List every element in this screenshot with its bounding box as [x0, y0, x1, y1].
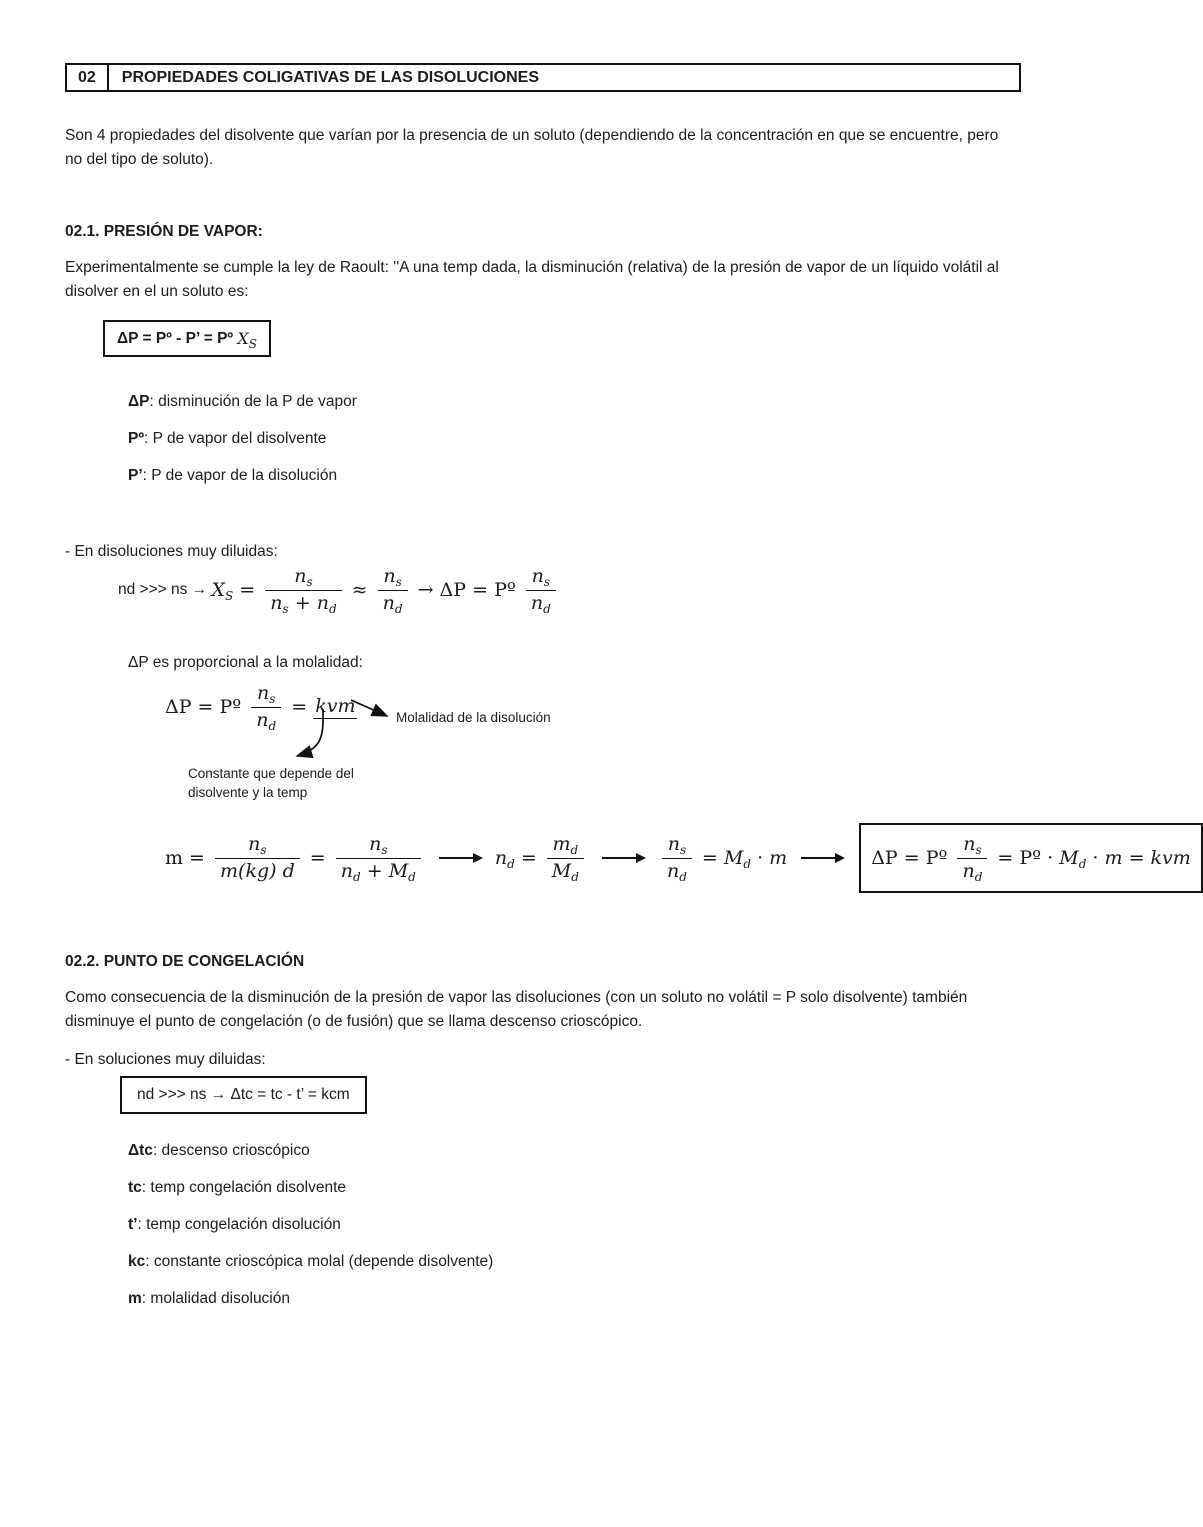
raoult-paragraph: Experimentalmente se cumple la ley de Raoult: ''A una temp dada, la disminución (relativa) de la presión de vapor de un líquido volátil al disolver en el un soluto es:: [65, 259, 999, 300]
definition-term: Δtc: [128, 1142, 153, 1159]
intro-paragraph: Son 4 propiedades del disolvente que varían por la presencia de un soluto (dependiendo de la concentración en que se encuentre, pero no del tipo de soluto).: [65, 127, 999, 168]
definition-line: [128, 1142, 310, 1160]
definition-desc: : P de vapor del disolvente: [144, 430, 327, 447]
chain-formula-body: m = $\frac{n_s}{m(kg) d}$ = $n_s$ $n_d$ + $M_d$ $n_d$ = $\frac{m_d}{M_d}$ $\frac{n_s}{n_d}$ = $M_d$ · m: [165, 833, 857, 883]
vapor-pressure-formula-box: [103, 320, 271, 357]
definition-desc: : disminución de la P de vapor: [149, 393, 357, 410]
definition-line: [128, 1290, 290, 1308]
definition-term: ΔP: [128, 393, 150, 410]
molality-annotation: Molalidad de la disolución: [396, 710, 551, 725]
definition-line: [128, 467, 337, 485]
freezing-paragraph: Como consecuencia de la disminución de la presión de vapor las disoluciones (con un soluto no volátil = P solo disolvente) también disminuye el punto de congelación (o de fusión) que se llama descenso crioscópico.: [65, 989, 968, 1030]
constant-annotation-line2: disolvente y la temp: [188, 785, 308, 800]
definition-term: t’: [128, 1216, 138, 1233]
dilute-solutions-label: - En disoluciones muy diluidas:: [65, 543, 278, 560]
dilute-solutions-label-2: - En soluciones muy diluidas:: [65, 1051, 266, 1068]
dilute-formula: nd >>> ns → $X_S$ = $n_s$ $n_s$ + $n_d$ ≈ $\frac{n_s}{n_d}$ → ΔP = Pº $\frac{n_s}{n_d}$: [118, 556, 560, 624]
proportional-formula: ΔP = Pº $\frac{n_s}{n_d}$ = kvm: [165, 682, 356, 733]
definition-line: [128, 393, 357, 411]
definition-desc: : descenso crioscópico: [152, 1142, 310, 1159]
constant-annotation: [188, 764, 354, 802]
molality-chain-formula: [165, 820, 1203, 896]
definition-term: P’: [128, 467, 143, 484]
arrow-to-constant: [297, 709, 323, 756]
definition-term: kc: [128, 1253, 146, 1270]
definition-desc: : P de vapor de la disolución: [142, 467, 338, 484]
constant-annotation-line1: Constante que depende del: [188, 766, 354, 781]
section-2-heading: 02.2. PUNTO DE CONGELACIÓN: [65, 953, 305, 970]
section-1-heading: 02.1. PRESIÓN DE VAPOR:: [65, 223, 263, 240]
definition-line: [128, 430, 326, 448]
definition-desc: : molalidad disolución: [141, 1290, 290, 1307]
final-formula-box: [859, 823, 1203, 893]
proportional-label: ΔP es proporcional a la molalidad:: [128, 654, 363, 671]
definition-desc: : constante crioscópica molal (depende disolvente): [145, 1253, 494, 1270]
arrow-to-molality: [351, 700, 387, 716]
definition-line: [128, 1253, 493, 1271]
definition-desc: : temp congelación disolvente: [141, 1179, 347, 1196]
definition-term: m: [128, 1290, 142, 1307]
section-title: PROPIEDADES COLIGATIVAS DE LAS DISOLUCIONES: [121, 68, 540, 86]
definition-line: [128, 1216, 341, 1234]
section-header-box: [65, 63, 1021, 92]
cryoscopic-formula: nd >>> ns → Δtc = tc - t’ = kcm: [137, 1086, 350, 1103]
section-number: 02: [67, 65, 109, 90]
cryoscopic-formula-box: [120, 1076, 367, 1114]
definition-desc: : temp congelación disolución: [137, 1216, 341, 1233]
vapor-pressure-formula: ΔP = Pº - P’ = Pº $X_S$: [117, 329, 258, 351]
final-formula: ΔP = Pº $\frac{n_s}{n_d}$ = Pº · $M_d$ · m = kvm: [871, 833, 1191, 884]
definition-line: [128, 1179, 346, 1197]
definition-term: tc: [128, 1179, 142, 1196]
definition-term: Pº: [128, 430, 144, 447]
